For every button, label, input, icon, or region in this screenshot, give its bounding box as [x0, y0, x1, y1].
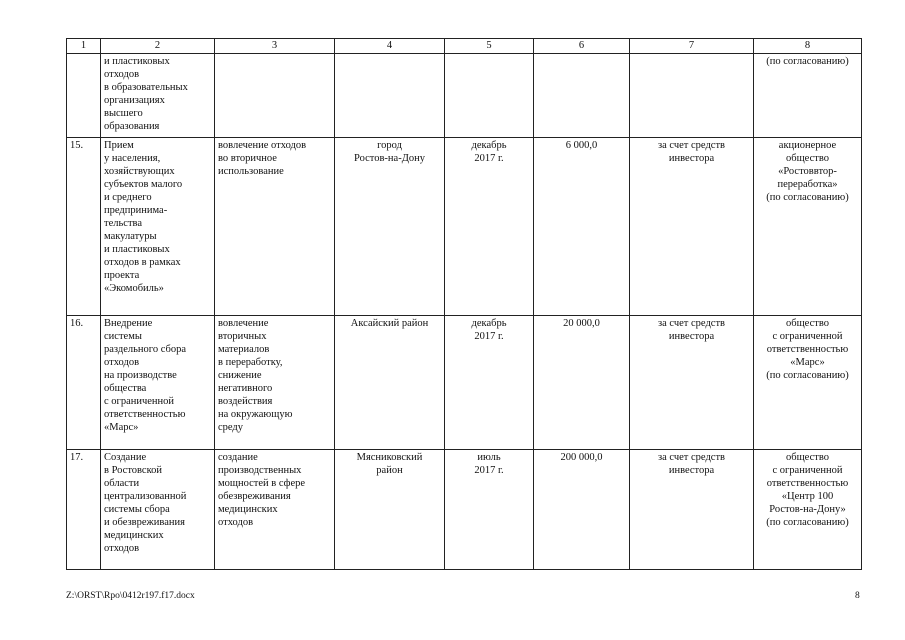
row-number: 17.: [67, 450, 101, 570]
deadline: июль 2017 г.: [445, 450, 534, 570]
executor: общество с ограниченной ответственностью «Центр 100 Ростов-на-Дону» (по согласованию): [754, 450, 862, 570]
header-cell: 5: [445, 39, 534, 54]
deadline: декабрь 2017 г.: [445, 138, 534, 316]
funding-source: [630, 54, 754, 138]
measure-goal: вовлечение отходов во вторичное использование: [215, 138, 335, 316]
table-row: [67, 450, 862, 570]
funding-source: за счет средств инвестора: [630, 138, 754, 316]
page-number: 8: [855, 591, 860, 601]
table-row: [67, 54, 862, 138]
header-cell: 6: [534, 39, 630, 54]
funding-source: за счет средств инвестора: [630, 316, 754, 450]
measures-table: [66, 38, 862, 570]
amount: 200 000,0: [534, 450, 630, 570]
location: город Ростов-на-Дону: [335, 138, 445, 316]
amount: 20 000,0: [534, 316, 630, 450]
executor: (по согласованию): [754, 54, 862, 138]
location: Аксайский район: [335, 316, 445, 450]
header-cell: 8: [754, 39, 862, 54]
funding-source: за счет средств инвестора: [630, 450, 754, 570]
header-cell: 2: [101, 39, 215, 54]
header-cell: 4: [335, 39, 445, 54]
table-header-row: [67, 39, 862, 54]
measure-name: Прием у населения, хозяйствующих субъектов малого и среднего предпринима- тельства макулатуры и пластиковых отходов в рамках проекта «Экомобиль»: [101, 138, 215, 316]
measure-name: Внедрение системы раздельного сбора отходов на производстве общества с ограниченной ответственностью «Марс»: [101, 316, 215, 450]
row-number: 15.: [67, 138, 101, 316]
row-number: 16.: [67, 316, 101, 450]
executor: общество с ограниченной ответственностью «Марс» (по согласованию): [754, 316, 862, 450]
deadline: декабрь 2017 г.: [445, 316, 534, 450]
measure-goal: создание производственных мощностей в сфере обезвреживания медицинских отходов: [215, 450, 335, 570]
measure-name: и пластиковых отходов в образовательных организациях высшего образования: [101, 54, 215, 138]
file-path: Z:\ORST\Rpo\0412r197.f17.docx: [66, 591, 195, 601]
measure-name: Создание в Ростовской области централизованной системы сбора и обезвреживания медицинских отходов: [101, 450, 215, 570]
header-cell: 1: [67, 39, 101, 54]
header-cell: 7: [630, 39, 754, 54]
header-cell: 3: [215, 39, 335, 54]
executor: акционерное общество «Ростоввтор- переработка» (по согласованию): [754, 138, 862, 316]
table-row: [67, 138, 862, 316]
location: [335, 54, 445, 138]
amount: [534, 54, 630, 138]
amount: 6 000,0: [534, 138, 630, 316]
measure-goal: вовлечение вторичных материалов в переработку, снижение негативного воздействия на окружающую среду: [215, 316, 335, 450]
table-row: [67, 316, 862, 450]
row-number: [67, 54, 101, 138]
location: Мясниковский район: [335, 450, 445, 570]
measure-goal: [215, 54, 335, 138]
deadline: [445, 54, 534, 138]
